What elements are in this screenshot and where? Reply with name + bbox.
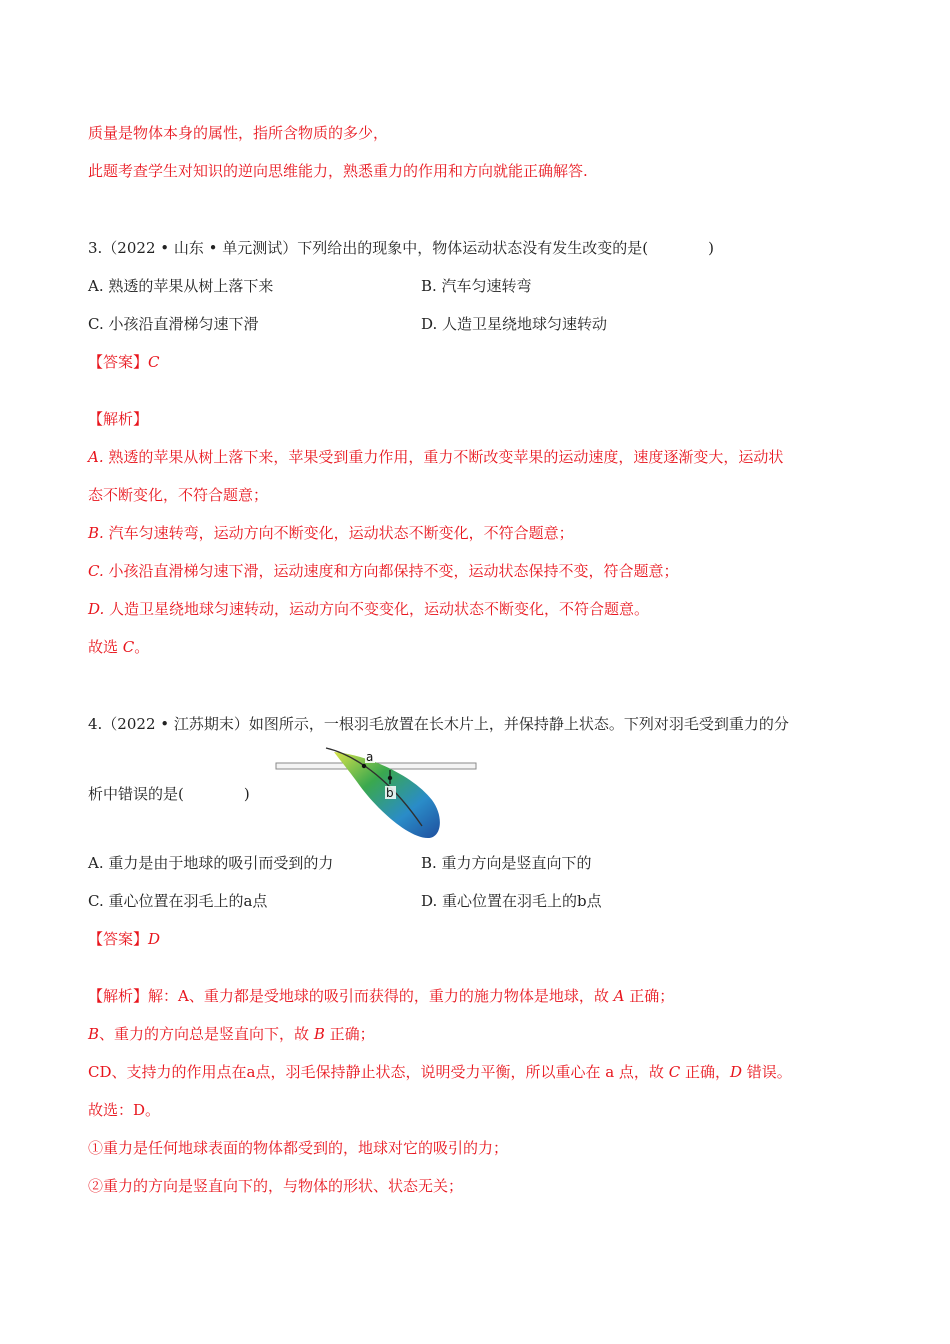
- analysis-text: 正确，: [680, 1063, 730, 1081]
- analysis-text: 正确；: [324, 1025, 375, 1043]
- q4-analysis-line: [88, 1024, 375, 1044]
- analysis-text: 、重力的方向总是竖直向下，故: [99, 1025, 314, 1043]
- analysis-letter: D.: [88, 600, 105, 618]
- analysis-line: [88, 485, 268, 505]
- point-b: [388, 776, 392, 780]
- q4-conclusion: 故选：D。: [88, 1101, 161, 1119]
- analysis-line: [88, 561, 679, 581]
- q3-conclusion: [88, 637, 149, 657]
- analysis-text: 人造卫星绕地球匀速转动，运动方向不变变化，运动状态不断变化，不符合题意。: [104, 600, 650, 618]
- analysis-letter: C.: [88, 562, 104, 580]
- q3-analysis-label: 【解析】: [88, 410, 149, 428]
- answer-value: C: [148, 353, 160, 371]
- q4-option-a: A. 重力是由于地球的吸引而受到的力: [88, 854, 334, 872]
- analysis-text: 小孩沿直滑梯匀速下滑，运动速度和方向都保持不变，运动状态保持不变，符合题意；: [103, 562, 679, 580]
- q4-option-b: B. 重力方向是竖直向下的: [421, 854, 592, 872]
- question-4-stem-cont: 析中错误的是( ): [88, 785, 250, 803]
- analysis-line: [88, 447, 783, 467]
- question-3-stem: 3.（2022 • 山东 • 单元测试）下列给出的现象中，物体运动状态没有发生改变的是( ): [88, 239, 714, 257]
- feather-on-stick-figure: [272, 746, 482, 842]
- q4-option-d: D. 重心位置在羽毛上的b点: [421, 892, 602, 910]
- analysis-label: 【解析】: [88, 987, 149, 1005]
- answer-value: D: [148, 930, 161, 948]
- analysis-text: 熟透的苹果从树上落下来，苹果受到重力作用，重力不断改变苹果的运动速度，速度逐渐变大，运动状: [103, 448, 784, 466]
- analysis-letter: B: [88, 1025, 100, 1043]
- text-line: 此题考查学生对知识的逆向思维能力，熟悉重力的作用和方向就能正确解答.: [88, 162, 588, 180]
- conclusion-letter: C: [122, 638, 135, 656]
- analysis-letter: B: [313, 1025, 325, 1043]
- conclusion-suffix: 。: [134, 638, 150, 656]
- analysis-text: 态不断变化，不符合题意；: [88, 486, 269, 504]
- q3-option-a: A. 熟透的苹果从树上落下来: [88, 277, 274, 295]
- text-line: 质量是物体本身的属性，指所含物质的多少，: [88, 124, 389, 142]
- answer-label: 【答案】: [88, 930, 149, 948]
- q4-analysis-line: [88, 986, 674, 1006]
- analysis-letter: B.: [88, 524, 104, 542]
- analysis-line: [88, 523, 574, 543]
- analysis-text: 汽车匀速转弯，运动方向不断变化，运动状态不断变化，不符合题意；: [103, 524, 574, 542]
- analysis-line: [88, 599, 649, 619]
- q4-note: ②重力的方向是竖直向下的，与物体的形状、状态无关；: [88, 1177, 464, 1195]
- q4-analysis-line: [88, 1062, 792, 1082]
- analysis-letter: A.: [88, 448, 104, 466]
- analysis-letter: C: [668, 1063, 681, 1081]
- answer-label: 【答案】: [88, 353, 149, 371]
- q3-option-b: B. 汽车匀速转弯: [421, 277, 532, 295]
- q3-answer: [88, 352, 160, 372]
- analysis-text: 错误。: [742, 1063, 792, 1081]
- label-a: a: [366, 750, 374, 764]
- analysis-text: CD、支持力的作用点在a点，羽毛保持静止状态，说明受力平衡，所以重心在 a 点，故: [88, 1063, 669, 1081]
- analysis-letter: D: [729, 1063, 742, 1081]
- analysis-text: 解：A、重力都是受地球的吸引而获得的，重力的施力物体是地球，故: [148, 987, 614, 1005]
- q4-option-c: C. 重心位置在羽毛上的a点: [88, 892, 268, 910]
- q3-option-d: D. 人造卫星绕地球匀速转动: [421, 315, 608, 333]
- analysis-letter: A: [613, 987, 625, 1005]
- label-b: b: [386, 786, 394, 800]
- question-4-stem: 4.（2022 • 江苏期末）如图所示，一根羽毛放置在长木片上，并保持静上状态。下列对羽毛受到重力的分: [88, 715, 789, 733]
- point-a: [362, 764, 366, 768]
- q4-answer: [88, 929, 160, 949]
- q3-option-c: C. 小孩沿直滑梯匀速下滑: [88, 315, 259, 333]
- conclusion-prefix: 故选: [88, 638, 123, 656]
- q4-note: ①重力是任何地球表面的物体都受到的，地球对它的吸引的力；: [88, 1139, 509, 1157]
- analysis-text: 正确；: [624, 987, 675, 1005]
